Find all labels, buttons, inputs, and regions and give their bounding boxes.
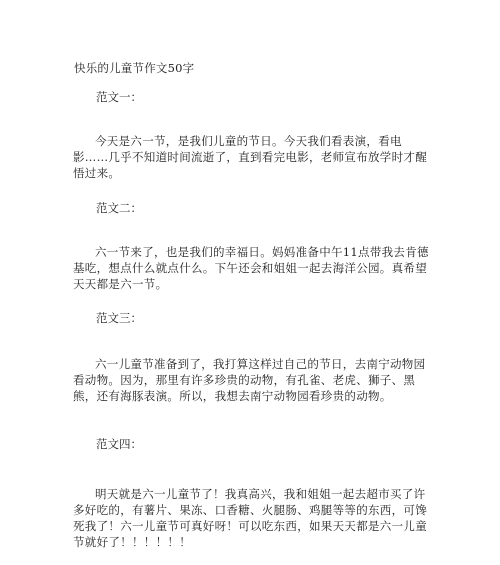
section-heading-2: 范文二： [96,201,142,215]
section-heading-1: 范文一： [96,90,142,104]
section-heading-4: 范文四： [96,437,142,451]
section-text-4: 明天就是六一儿童节了！我真高兴，我和姐姐一起去超市买了许多好吃的，有薯片、果冻、口香糖、火腿肠、鸡腿等等的东西，可馋死我了！六一儿童节可真好呀！可以吃东西，如果天天都是六一儿童节就好了！！！！！！ [73,487,427,549]
section-text-2: 六一节来了，也是我们的幸福日。妈妈准备中午11点带我去肯德基吃，想点什么就点什么。下午还会和姐姐一起去海洋公园。真希望天天都是六一节。 [73,245,429,291]
section-heading-3: 范文三： [96,311,142,325]
document-title: 快乐的儿童节作文50字 [74,61,195,75]
section-text-3: 六一儿童节准备到了，我打算这样过自己的节日，去南宁动物园看动物。因为，那里有许多珍贵的动物，有孔雀、老虎、狮子、黑熊，还有海豚表演。所以，我想去南宁动物园看珍贵的动物。 [73,357,426,403]
section-text-1: 今天是六一节，是我们儿童的节日。今天我们看表演，看电影……几乎不知道时间流逝了，直到看完电影，老师宣布放学时才醒悟过来。 [73,134,427,180]
